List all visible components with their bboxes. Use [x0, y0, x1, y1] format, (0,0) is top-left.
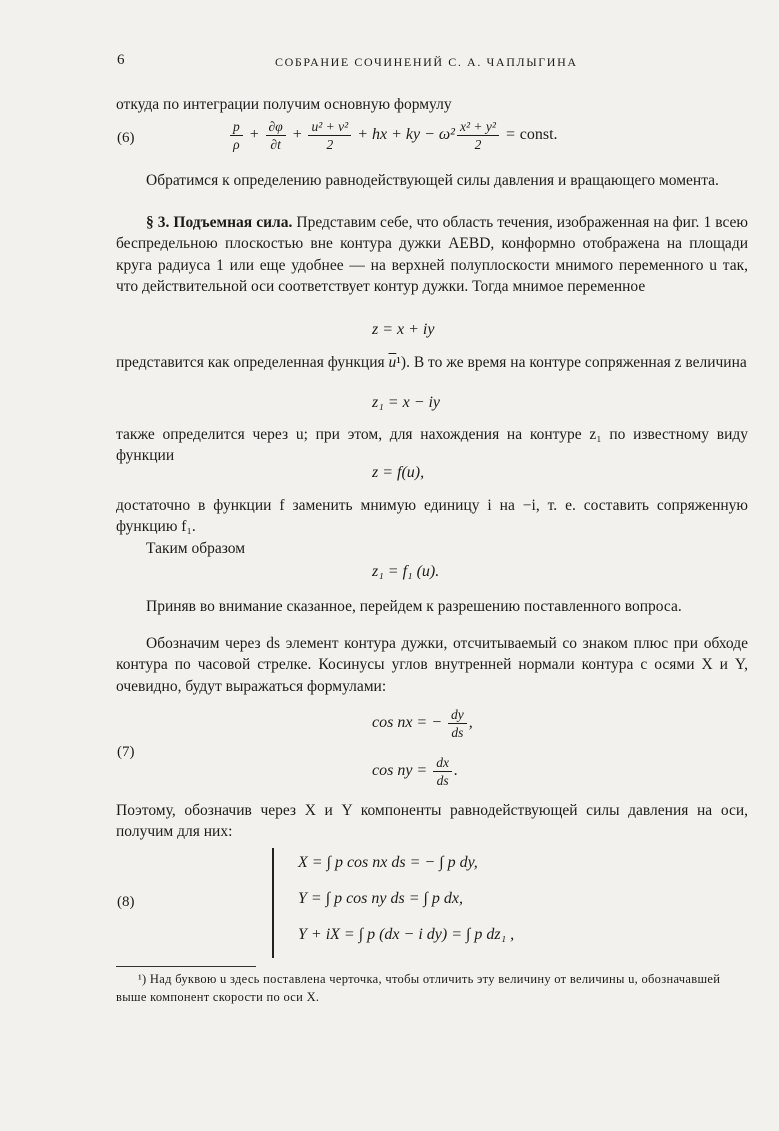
formula-z: z = x + iy — [372, 321, 435, 338]
paragraph-resultant — [116, 170, 748, 191]
paragraph-resultant-text: Обратимся к определению равнодействующей силы давления и вращающего момента. — [146, 172, 719, 189]
eq7-line2-num: dx — [433, 754, 452, 772]
paragraph-also: также определится через u; при этом, для нахождения на контуре z₁ по известному виду функции — [116, 426, 748, 465]
equation-6: $\frac{p}{\rho}$ + $\frac{\partial\varphi}{\partial t}$ + $\frac{\text{u² + v²}}{2}$ + hx + ky − ω² $\frac{\text{x² + y²}}{2}$ = const. — [228, 118, 558, 153]
section-3 — [116, 212, 748, 298]
paragraph-proceed — [116, 596, 748, 617]
paragraph-ds — [116, 633, 748, 697]
footnote — [116, 970, 748, 1006]
paragraph-function: представится как определенная функция $\overline{u}^1$). В то же время на контуре сопряженная z величина — [116, 354, 747, 371]
paragraph-proceed-text: Приняв во внимание сказанное, перейдем к разрешению поставленного вопроса. — [146, 598, 682, 615]
equation-7-line2: cos ny = $\frac{dx}{ds}$ . — [372, 755, 458, 788]
section-3-text: Представим себе, что область течения, изображенная на фиг. 1 всею беспредельною плоскостью вне контура дужки AEBD, конформно отображена на площади круга радиуса 1 или еще удобнее — на верхней полуплоскости мнимого переменного u так, что действительной оси соответствует контур дужки. Тогда мнимое переменное — [116, 214, 748, 296]
eq7-line1-num: dy — [448, 706, 467, 724]
equation-8-line3: Y + iX = ∫ p (dx − i dy) = ∫ p dz₁ , — [298, 926, 515, 943]
paragraph-ds-text: Обозначим через ds элемент контура дужки, отсчитываемый со знаком плюс при обходе контура по часовой стрелке. Косинусы углов внутренней нормали контура с осями X и Y, очевидно, будут выражаться формулами: — [116, 635, 748, 695]
paragraph-sufficient: достаточно в функции f заменить мнимую единицу i на −i, т. е. составить сопряженную функцию f₁. — [116, 497, 748, 536]
page-number: 6 — [117, 52, 125, 68]
equation-7-line1: cos nx = − $\frac{dy}{ds}$ , — [372, 707, 473, 740]
paragraph-thus — [116, 538, 748, 559]
eq8-brace — [272, 848, 274, 958]
footnote-text: ¹) Над буквою u здесь поставлена черточка, чтобы отличить эту величину от величины u, обозначавшей выше компонент скорости по оси X. — [116, 972, 721, 1004]
equation-8-line2: Y = ∫ p cos ny ds = ∫ p dx, — [298, 890, 464, 907]
equation-8-line1: X = ∫ p cos nx ds = − ∫ p dy, — [298, 854, 478, 871]
paragraph-thus-text: Таким образом — [146, 540, 246, 557]
eq8-number: (8) — [117, 894, 135, 910]
eq6-number: (6) — [117, 130, 135, 146]
paragraph-therefore: Поэтому, обозначив через X и Y компоненты равнодействующей силы давления на оси, получим для них: — [116, 802, 748, 841]
formula-z1f: z₁ = f₁ (u). — [372, 563, 440, 580]
eq7-line1-lhs: cos nx = − — [372, 714, 443, 732]
paragraph-function-b: В то же время на контуре сопряженная z величина — [413, 354, 747, 371]
eq7-line2-lhs: cos ny = — [372, 762, 428, 780]
footnote-rule — [116, 966, 256, 967]
paragraph-function-a: представится как определенная функция — [116, 354, 385, 371]
intro-line: откуда по интеграции получим основную формулу — [116, 96, 452, 113]
eq7-number: (7) — [117, 744, 135, 760]
eq7-line2-den: ds — [436, 773, 449, 788]
running-title: СОБРАНИЕ СОЧИНЕНИЙ С. А. ЧАПЛЫГИНА — [275, 55, 578, 69]
eq7-line1-den: ds — [451, 725, 464, 740]
formula-z1: z₁ = x − iy — [372, 394, 441, 411]
formula-zf: z = f(u), — [372, 464, 425, 481]
section-3-heading: § 3. Подъемная сила. — [146, 214, 293, 231]
eq6-const: const. — [519, 126, 558, 144]
